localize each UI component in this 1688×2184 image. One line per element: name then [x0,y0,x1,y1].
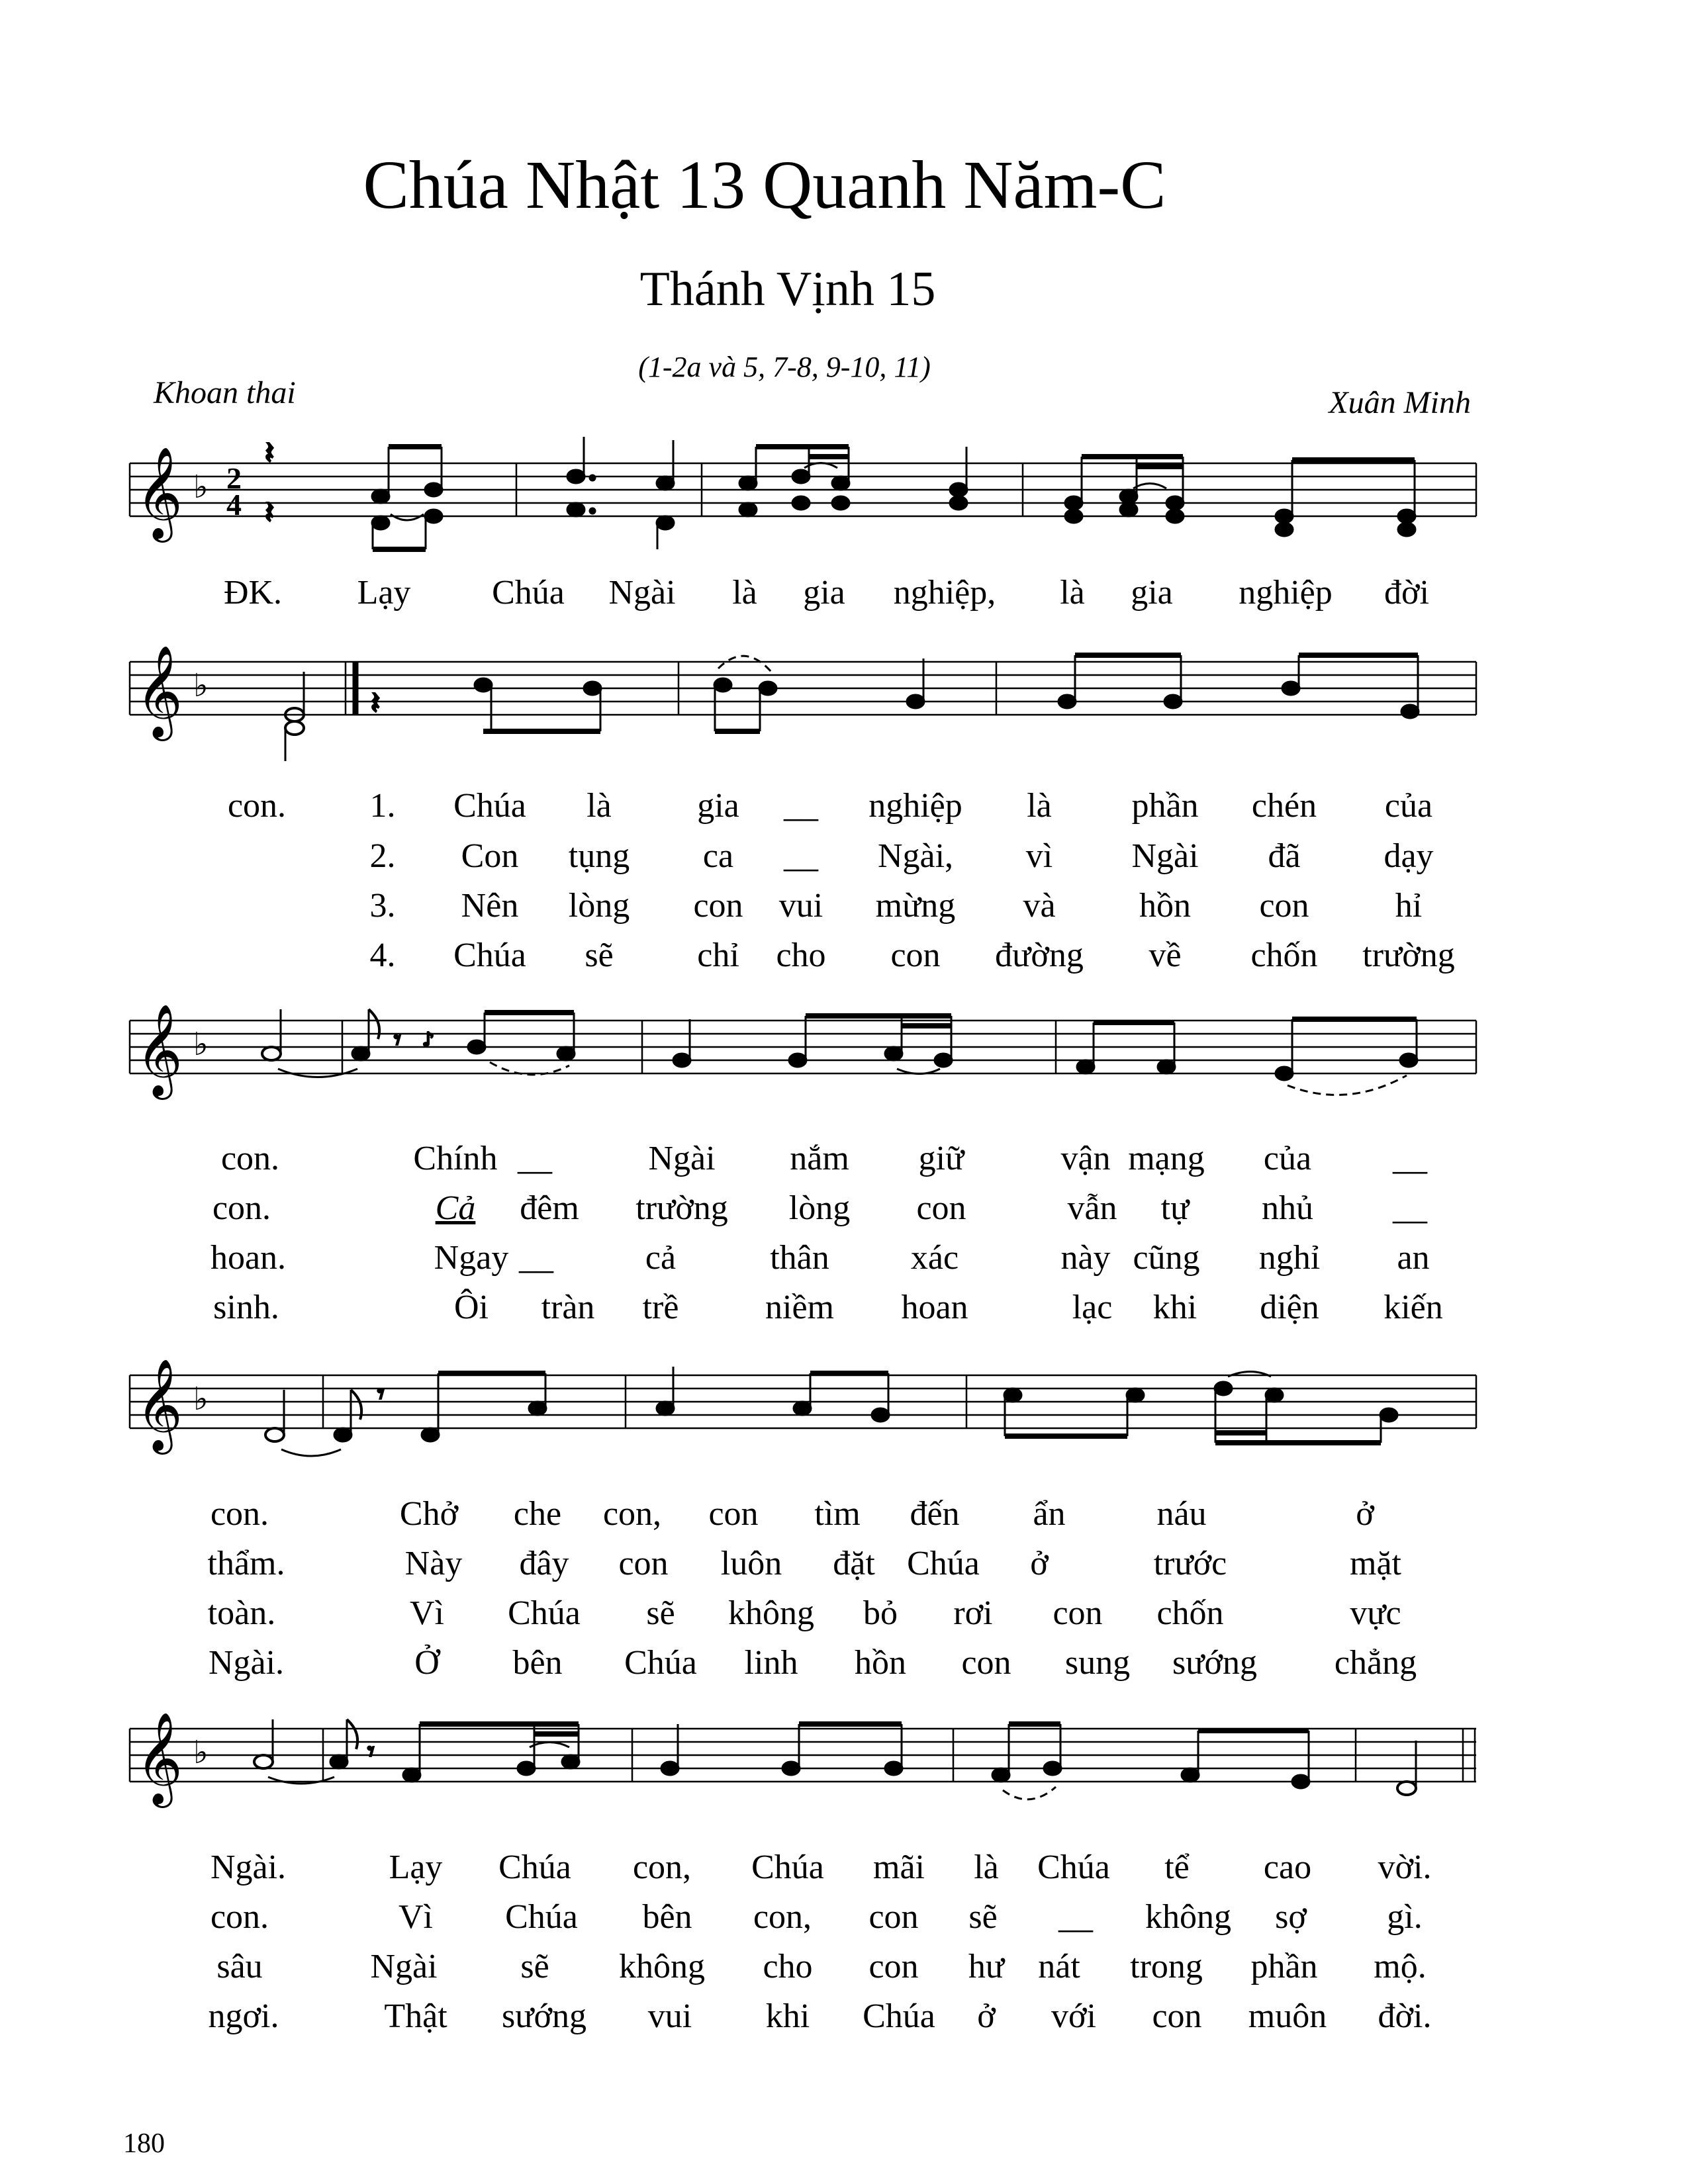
lyric: nghỉ [1258,1239,1321,1277]
flat-key-icon: ♭ [193,667,209,704]
lyric: chẳng [1334,1644,1417,1682]
lyric-refrain: Lạy [357,574,411,612]
lyric-refrain: đời [1384,574,1429,612]
verse-reference: (1-2a và 5, 7-8, 9-10, 11) [638,351,931,383]
lyric: trề [642,1289,679,1326]
lyric: an [1397,1239,1430,1277]
lyric: Ngài [648,1140,716,1177]
lyric: bên [512,1644,563,1682]
staff-system-5 [0,1701,1688,1827]
lyric: hư [968,1948,1005,1985]
lyric: khi [765,1997,810,2035]
lyric: lòng [788,1189,851,1227]
lyric: Chúa [624,1644,697,1682]
lyric: trước [1153,1545,1227,1582]
lyric: cho [776,936,826,974]
lyric: Chính [413,1140,498,1177]
lyric: đặt [833,1545,875,1582]
lyric: đêm [520,1189,579,1227]
lyric: trong [1130,1948,1203,1985]
svg-text:𝄽: 𝄽 [371,685,381,721]
lyric: __ [1058,1898,1093,1936]
lyric: niềm [765,1289,834,1326]
lyric: ở [977,1997,996,2035]
lyric: hồn [855,1644,906,1682]
lyric: bỏ [863,1594,898,1632]
lyric: cho [763,1948,813,1985]
lyric: mộ. [1374,1948,1427,1985]
lyric: hồn [1139,887,1191,925]
lyric: con [618,1545,669,1582]
lyric: Ngài. [210,1848,287,1886]
lyric: sẽ [585,936,614,974]
lyric: rơi [953,1594,993,1632]
lyric: vận [1060,1140,1111,1177]
lyric: nát [1038,1948,1080,1985]
lyric: sẽ [968,1898,998,1936]
tempo-marking: Khoan thai [154,375,296,410]
flat-key-icon: ♭ [193,1381,209,1418]
lyric: __ [518,1140,552,1177]
lyric: con [890,936,941,974]
lyric: vui [778,887,823,925]
lyric: con, [632,1848,692,1886]
lyric: vui [647,1997,692,2035]
lyric-refrain: gia [1131,574,1173,612]
lyric: chỉ [697,936,739,974]
lyric: con [1152,1997,1202,2035]
lyric: nhủ [1262,1189,1313,1227]
page-number: 180 [123,2128,165,2159]
lyric: 2. [369,837,396,875]
lyric: mạng [1128,1140,1205,1177]
lyric: Ôi [454,1289,489,1326]
lyric-refrain: là [1060,574,1085,612]
lyric: đời. [1378,1997,1432,2035]
lyric: con [868,1948,919,1985]
lyric: linh [744,1644,798,1682]
lyric: sướng [502,1997,586,2035]
lyric-refrain: Ngài [608,574,676,612]
lyric: Chúa [498,1848,571,1886]
lyric: con, [753,1898,812,1936]
staff-system-4 [0,1343,1688,1469]
lyric: Vì [399,1898,433,1936]
lyric: con [1053,1594,1103,1632]
lyric: đến [910,1495,960,1533]
lyric: hoan [901,1289,968,1326]
lyric: tràn [541,1289,595,1326]
lyric: không [1145,1898,1231,1936]
lyric: vời. [1378,1848,1432,1886]
staff-system-2 [0,635,1688,768]
lyric: náu [1156,1495,1207,1533]
lyric: cao [1263,1848,1312,1886]
lyric: con, [602,1495,662,1533]
lyric: con. [212,1189,271,1227]
lyric-refrain: là [732,574,757,612]
lyric-refrain: nghiệp [1239,574,1333,612]
lyric: vẫn [1067,1189,1117,1227]
lyric: sâu [216,1948,263,1985]
lyric: Vì [410,1594,444,1632]
composer: Xuân Minh [1329,385,1471,420]
flat-key-icon: ♭ [193,469,209,506]
svg-text:𝄽: 𝄽 [265,437,275,471]
lyric: con. [210,1898,269,1936]
lyric: ẩn [1033,1495,1066,1533]
lyric: đã [1268,837,1301,875]
lyric: Này [404,1545,463,1582]
lyric: Thật [384,1997,447,2035]
staff-system-3 [0,993,1688,1118]
lyric-refrain: ĐK. [223,574,283,612]
lyric: thẩm. [207,1545,285,1582]
song-title: Chúa Nhật 13 Quanh Năm-C [363,147,1166,223]
lyric: con [693,887,743,925]
lyric: không [619,1948,705,1985]
lyric: sợ [1275,1898,1307,1936]
lyric: Lạy [389,1848,443,1886]
lyric: dạy [1383,837,1434,875]
lyric: __ [519,1239,553,1277]
lyric: Ngài [1131,837,1199,875]
lyric: cả [645,1239,677,1277]
lyric: tự [1160,1189,1190,1227]
lyric: là [586,787,612,825]
lyric: hỉ [1395,887,1423,925]
lyric: 3. [369,887,396,925]
lyric: Cả [435,1189,476,1227]
svg-text:𝄾: 𝄾 [394,1025,401,1056]
lyric: con. [227,787,287,825]
flat-key-icon: ♭ [193,1734,209,1771]
lyric: diện [1260,1289,1319,1326]
lyric: nắm [790,1140,849,1177]
lyric: luôn [720,1545,782,1582]
lyric: tể [1164,1848,1190,1886]
lyric: gì. [1387,1898,1423,1936]
lyric: Nên [461,887,519,925]
lyric: __ [784,837,818,875]
lyric: Chúa [1037,1848,1110,1886]
svg-text:♪: ♪ [422,1028,434,1050]
lyric: và [1023,887,1056,925]
lyric: __ [784,787,818,825]
lyric: Ngài [370,1948,438,1985]
lyric: tìm [814,1495,861,1533]
lyric: nghiệp [868,787,962,825]
lyric: kiến [1383,1289,1443,1326]
lyric: sung [1064,1644,1131,1682]
lyric: ở [1030,1545,1049,1582]
lyric: sướng [1172,1644,1257,1682]
lyric: đây [519,1545,569,1582]
lyric-refrain: gia [803,574,845,612]
lyric: của [1263,1140,1312,1177]
lyric: lạc [1072,1289,1113,1326]
lyric: mãi [873,1848,925,1886]
lyric: Chúa [508,1594,581,1632]
lyric: khi [1152,1289,1197,1326]
lyric: xác [910,1239,959,1277]
lyric: con [961,1644,1011,1682]
lyric: về [1149,936,1182,974]
lyric: con [868,1898,919,1936]
lyric: bên [642,1898,692,1936]
svg-text:𝄽: 𝄽 [265,494,275,530]
lyric: che [513,1495,562,1533]
lyric: với [1051,1997,1096,2035]
lyric: ngơi. [208,1997,279,2035]
lyric: hoan. [210,1239,287,1277]
lyric: chốn [1250,936,1318,974]
lyric: Chúa [505,1898,578,1936]
lyric: giữ [918,1140,964,1177]
lyric: muôn [1248,1997,1327,2035]
lyric-refrain: nghiệp, [893,574,996,612]
lyric: Ngài. [208,1644,285,1682]
lyric: sinh. [213,1289,279,1326]
lyric: ở [1356,1495,1374,1533]
treble-clef-icon: 𝄞 [136,1712,183,1804]
lyric: sẽ [520,1948,549,1985]
lyric: Chúa [751,1848,824,1886]
lyric: trường [635,1189,728,1227]
lyric: Chúa [453,787,526,825]
lyric: __ [1393,1189,1427,1227]
lyric: mặt [1350,1545,1401,1582]
lyric: Chúa [863,1997,935,2035]
lyric: toàn. [207,1594,276,1632]
time-sig-bottom: 4 [226,488,242,522]
lyric: __ [1393,1140,1427,1177]
lyric: phần [1131,787,1199,825]
lyric: chốn [1156,1594,1224,1632]
staff-system-1 [0,437,1688,582]
lyric: sẽ [646,1594,675,1632]
lyric: Ngài, [877,837,954,875]
lyric: Con [461,837,519,875]
lyric: 4. [369,936,396,974]
lyric: vực [1350,1594,1401,1632]
lyric: chén [1251,787,1317,825]
lyric: Ở [414,1644,440,1682]
lyric: của [1384,787,1433,825]
lyric: con [708,1495,759,1533]
lyric: này [1060,1239,1111,1277]
lyric: là [1027,787,1052,825]
lyric: không [728,1594,814,1632]
lyric: tụng [568,837,630,875]
lyric: trường [1362,936,1455,974]
lyric: con. [220,1140,280,1177]
lyric: phần [1250,1948,1318,1985]
treble-clef-icon: 𝄞 [136,645,183,737]
lyric: mừng [875,887,956,925]
lyric: con [1259,887,1309,925]
lyric: Chúa [453,936,526,974]
lyric: là [974,1848,999,1886]
lyric-refrain: Chúa [492,574,565,612]
lyric: con [916,1189,966,1227]
lyric: Chở [399,1495,459,1533]
svg-text:𝄾: 𝄾 [377,1379,385,1410]
lyric: gia [697,787,739,825]
lyric: Chúa [907,1545,980,1582]
treble-clef-icon: 𝄞 [136,447,183,539]
treble-clef-icon: 𝄞 [136,1004,183,1096]
lyric: cũng [1133,1239,1200,1277]
lyric: ca [702,837,734,875]
psalm-subtitle: Thánh Vịnh 15 [639,262,936,316]
lyric: đường [995,936,1084,974]
lyric: Ngay [434,1239,509,1277]
lyric: con. [210,1495,269,1533]
lyric: 1. [369,787,396,825]
flat-key-icon: ♭ [193,1026,209,1063]
treble-clef-icon: 𝄞 [136,1359,183,1451]
lyric: vì [1025,837,1053,875]
lyric: lòng [568,887,630,925]
lyric: thân [770,1239,829,1277]
svg-text:𝄾: 𝄾 [367,1737,375,1767]
time-sig-top: 2 [226,461,242,495]
